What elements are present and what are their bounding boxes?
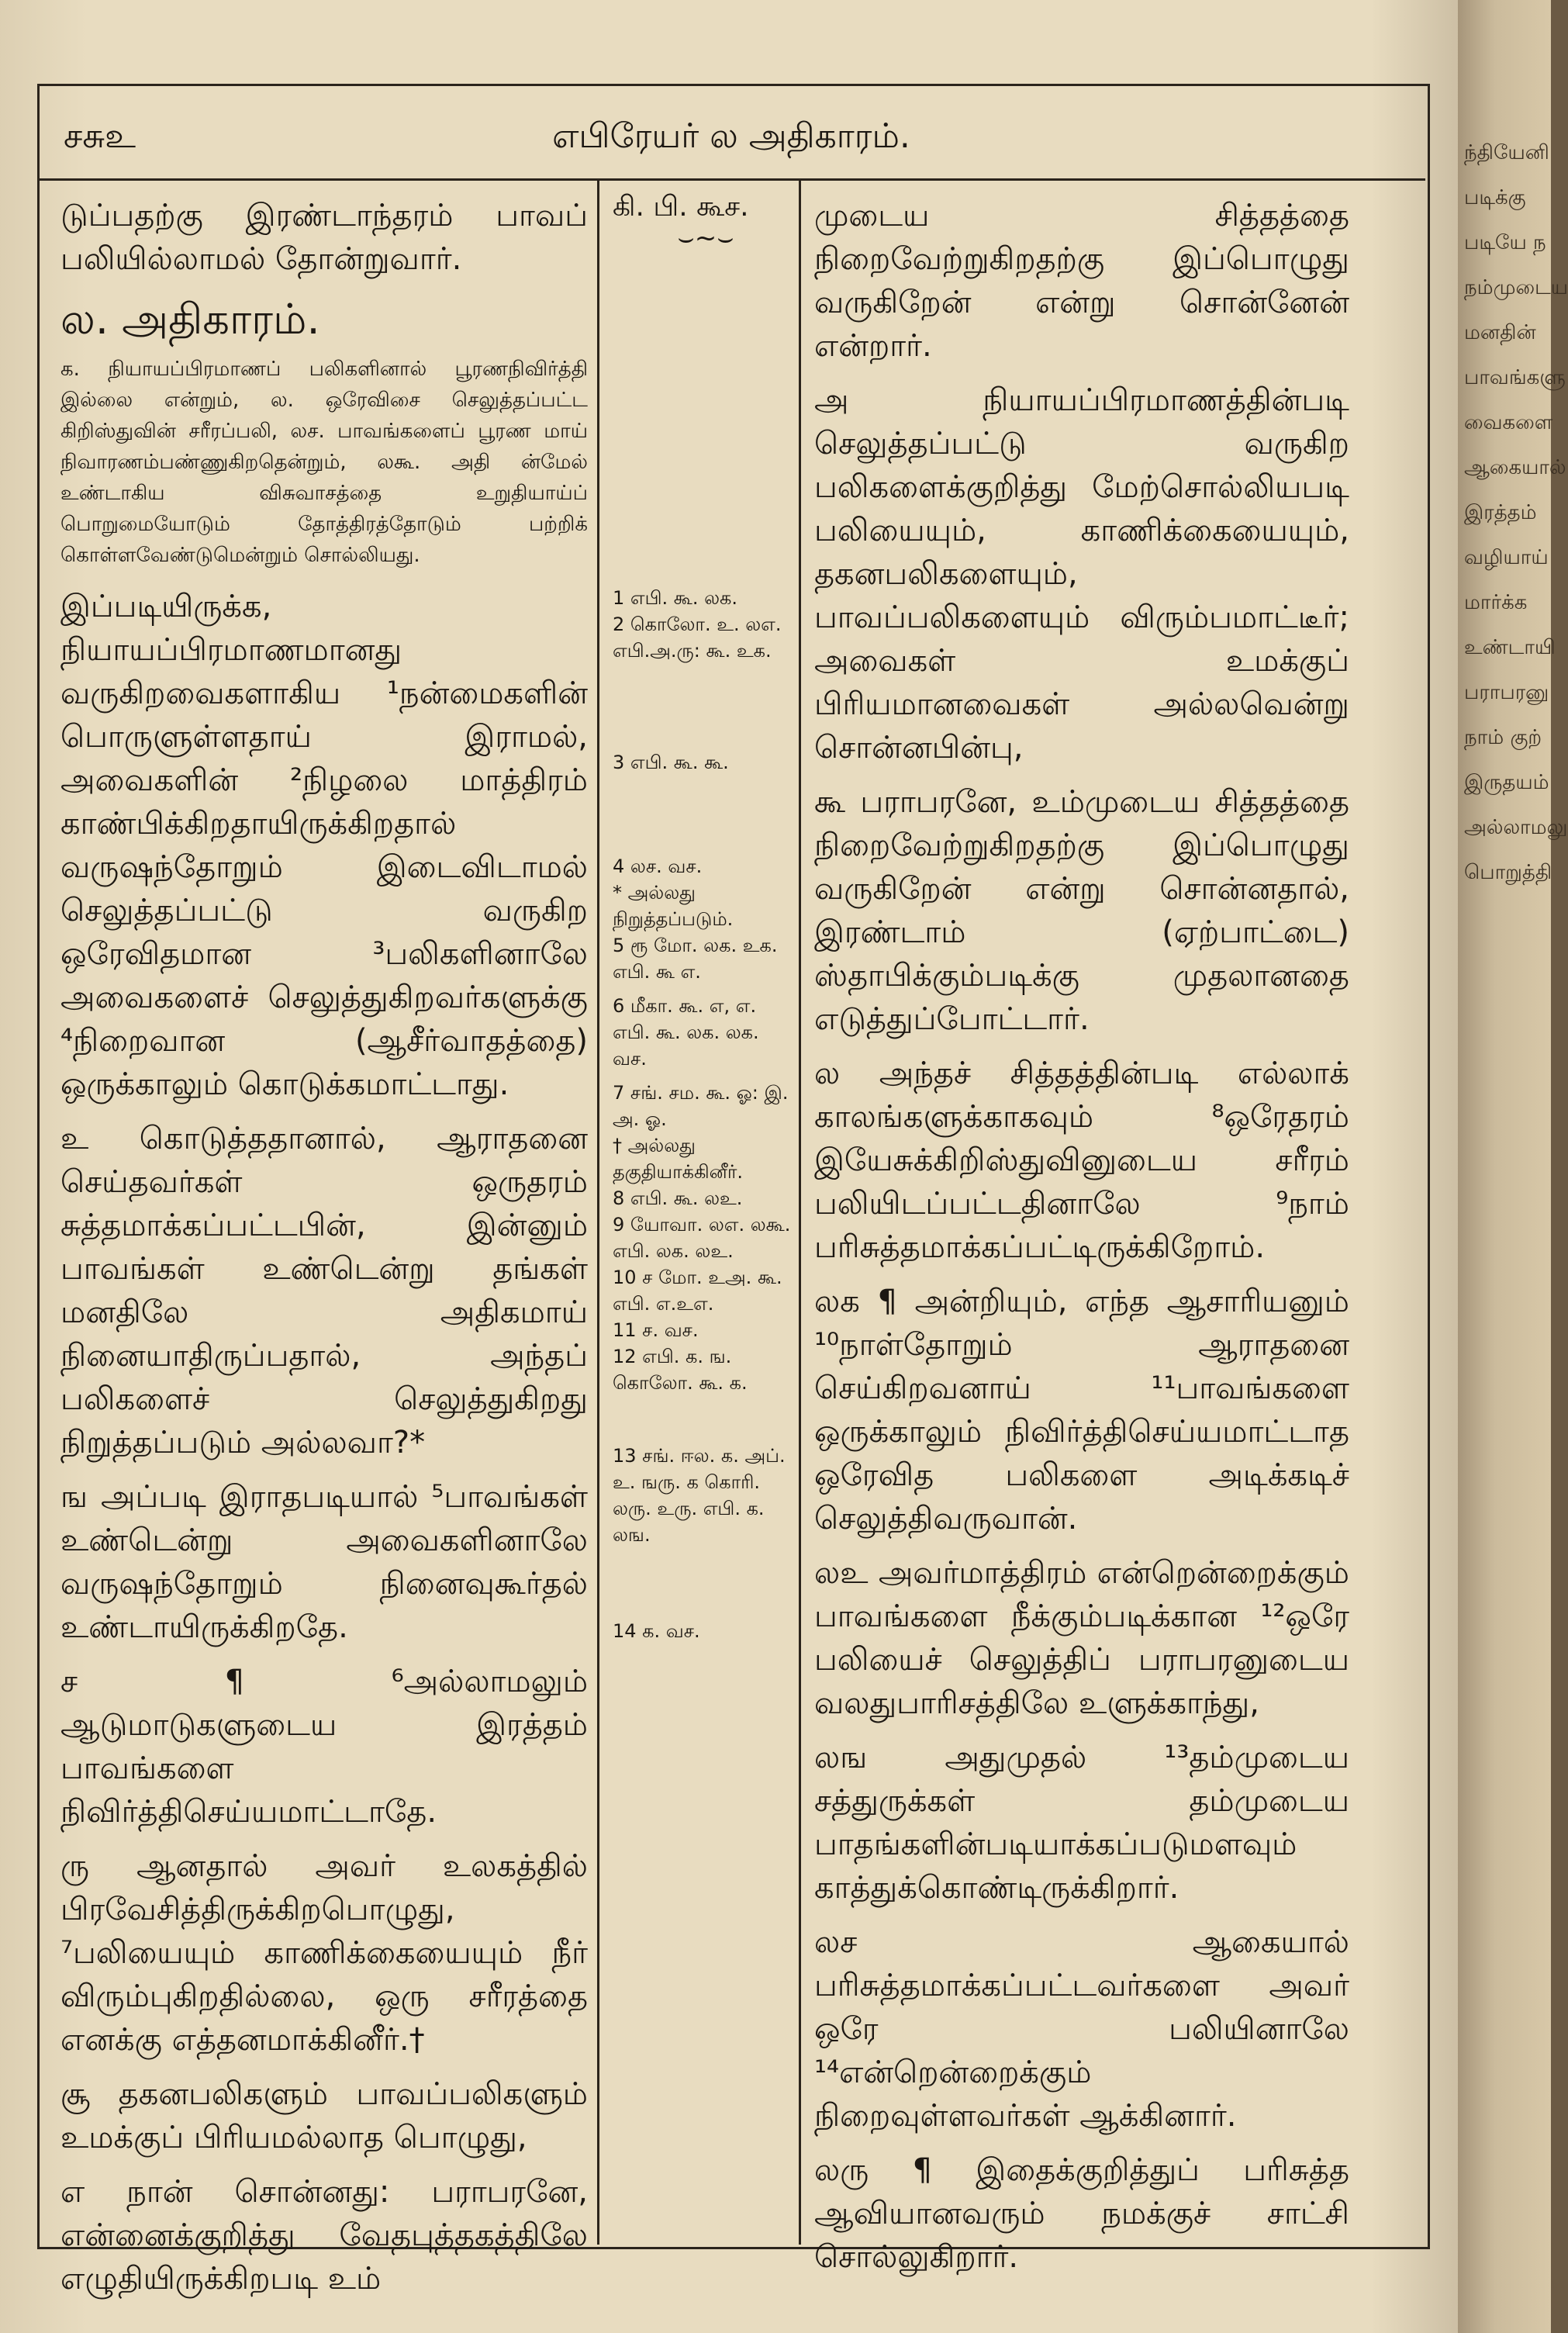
edge-line: வழியாய் [1464, 546, 1549, 569]
verse-4: ச ¶ ⁶அல்லாமலும் ஆடுமாடுகளுடைய இரத்தம் பாவங்களை நிவிர்த்திசெய்யமாட்டாதே. [60, 1664, 588, 1830]
verse-8: அ நியாயப்பிரமாணத்தின்படி செலுத்தப்பட்டு வருகிற பலிகளைக்குறித்து மேற்சொல்லியபடி பலியையும், காணிக்கையையும், தகனபலிகளையும், பாவப்பலிகளையும் விரும்பமாட்டீர்; அவைகள் உமக்குப் பிரியமானவைகள் அல்லவென்று சொன்னபின்பு, [814, 382, 1349, 766]
ref-9: 9 யோவா. லஎ. லகூ. எபி. லக. லஉ. [613, 1214, 791, 1262]
edge-line: பொறுத்தி [1464, 861, 1552, 884]
edge-line: இரத்தம் [1464, 501, 1537, 524]
edge-line: அல்லாமலு [1464, 816, 1568, 839]
ref-2: 2 கொலோ. உ. லஎ. எபி.அ.ரு: கூ. உக. [613, 613, 782, 662]
running-header [37, 101, 1425, 181]
edge-line: பராபரனு [1464, 681, 1549, 704]
ref-12: 12 எபி. க. ங. கொலோ. கூ. க. [613, 1346, 748, 1394]
ref-1: 1 எபி. கூ. லக. [613, 587, 738, 609]
ref-11: 11 ச. வச. [613, 1319, 699, 1341]
continued-verse: டுப்பதற்கு இரண்டாந்தரம் பாவப் பலியில்லாமல் தோன்றுவார். [60, 198, 588, 277]
verse-13: லங அதுமுதல் ¹³தம்முடைய சத்துருக்கள் தம்முடைய பாதங்களின்படியாக்கப்படுமளவும் காத்துக்கொண்டிருக்கிறார். [814, 1740, 1349, 1906]
edge-line: வைகளை [1464, 411, 1553, 434]
ref-8: 8 எபி. கூ. லஉ. [613, 1187, 743, 1209]
edge-line: உண்டாயி [1464, 636, 1556, 659]
ref-7-note: † அல்லது தகுதியாக்கினீர். [613, 1135, 744, 1183]
chapter-summary: க. நியாயப்பிரமாணப் பலிகளினால் பூரணநிவிர்த்தி இல்லை என்றும், ல. ஒரேவிசை செலுத்தப்பட்ட கிறிஸ்துவின் சரீரப்பலி, லச. பாவங்களைப் பூரண மாய் நிவாரணம்பண்ணுகிறதென்றும், லகூ. அதி ன்மேல் உண்டாகிய விசுவாசத்தை உறுதியாய்ப் பொறுமையோடும் தோத்திரத்தோடும் பற்றிக் கொள்ளவேண்டுமென்றும் சொல்லியது. [60, 358, 588, 567]
text-column-right [814, 194, 1349, 2290]
ref-4-note: * அல்லது நிறுத்தப்படும். [613, 882, 734, 930]
verse-7: எ நான் சொன்னது: பராபரனே, என்னைக்குறித்து வேதபுத்தகத்திலே எழுதியிருக்கிறபடி உம் [60, 2174, 588, 2297]
page-title: எபிரேயர் ல அதிகாரம். [552, 116, 910, 156]
ref-3: 3 எபி. கூ. கூ. [613, 752, 729, 773]
page-number: சசுஉ [64, 116, 136, 156]
ref-14: 14 க. வச. [613, 1620, 700, 1642]
edge-line: படியே ந [1464, 231, 1546, 254]
ref-4: 4 லச. வச. [613, 855, 703, 877]
edge-line: பாவங்களு [1464, 366, 1566, 389]
chapter-heading: ல. அதிகாரம். [60, 295, 320, 344]
verse-5: ரு ஆனதால் அவர் உலகத்தில் பிரவேசித்திருக்கிறபொழுது, ⁷பலியையும் காணிக்கையையும் நீர் விரும்புகிறதில்லை, ஒரு சரீரத்தை எனக்கு எத்தனமாக்கினீர்.† [60, 1848, 588, 2058]
ref-7: 7 சங். சம. கூ. ஓ: இ. அ. ஓ. [613, 1082, 789, 1130]
cross-reference-column [613, 191, 799, 1644]
verse-10: ல அந்தச் சித்தத்தின்படி எல்லாக் காலங்களுக்காகவும் ⁸ஒரேதரம் இயேசுக்கிறிஸ்துவினுடைய சரீரம் பலியிடப்பட்டதினாலே ⁹நாம் பரிசுத்தமாக்கப்பட்டிருக்கிறோம். [814, 1056, 1349, 1265]
ref-5: 5 ரூ மோ. லக. உக. எபி. கூ எ. [613, 935, 778, 983]
verse-12: லஉ அவர்மாத்திரம் என்றென்றைக்கும் பாவங்களை நீக்கும்படிக்கான ¹²ஒரே பலியைச் செலுத்திப் பராபரனுடைய வலதுபாரிசத்திலே உளுக்காந்து, [814, 1555, 1349, 1721]
verse-6: சூ தகனபலிகளும் பாவப்பலிகளும் உமக்குப் பிரியமல்லாத பொழுது, [60, 2076, 588, 2155]
text-column-left [60, 194, 588, 2311]
verse-1: இப்படியிருக்க, நியாயப்பிரமாணமானது வருகிறவைகளாகிய ¹நன்மைகளின் பொருளுள்ளதாய் இராமல், அவைகளின் ²நிழலை மாத்திரம் காண்பிக்கிறதாயிருக்கிறதால் வருஷந்தோறும் இடைவிடாமல் செலுத்தப்பட்டு வருகிற ஒரேவிதமான ³பலிகளினாலே அவைகளைச் செலுத்துகிறவர்களுக்கு ⁴நிறைவான (ஆசீர்வாதத்தை) ஒருக்காலும் கொடுக்கமாட்டாது. [60, 589, 588, 1102]
ref-6: 6 மீகா. கூ. எ, எ. எபி. கூ. லக. லக. வச. [613, 995, 759, 1070]
edge-line: ந்தியேனி [1464, 141, 1549, 164]
verse-15: லரு ¶ இதைக்குறித்துப் பரிசுத்த ஆவியானவரும் நமக்குச் சாட்சி சொல்லுகிறார். [814, 2152, 1349, 2275]
verse-9: கூ பராபரனே, உம்முடைய சித்தத்தை நிறைவேற்றுகிறதற்கு இப்பொழுது வருகிறேன் என்று சொன்னதால், இரண்டாம் (ஏற்பாட்டை) ஸ்தாபிக்கும்படிக்கு முதலானதை எடுத்துப்போட்டார். [814, 784, 1349, 1037]
ref-10: 10 ச மோ. உஅ. கூ. எபி. எ.உஎ. [613, 1267, 782, 1315]
verse-3: ங அப்படி இராதபடியால் ⁵பாவங்கள் உண்டென்று அவைகளினாலே வருஷந்தோறும் நினைவுகூர்தல் உண்டாயிருக்கிறதே. [60, 1479, 588, 1645]
facing-page-edge [1458, 0, 1568, 2333]
verse-7-cont: முடைய சித்தத்தை நிறைவேற்றுகிறதற்கு இப்பொழுது வருகிறேன் என்று சொன்னேன் என்றார். [814, 198, 1349, 364]
column-divider-right [799, 180, 801, 2245]
verse-14: லச ஆகையால் பரிசுத்தமாக்கப்பட்டவர்களை அவர் ஒரே பலியினாலே ¹⁴என்றென்றைக்கும் நிறைவுள்ளவர்கள் ஆக்கினார். [814, 1924, 1349, 2134]
edge-line: மனதின் [1464, 321, 1536, 344]
edge-line: படிக்கு [1464, 186, 1526, 209]
edge-line: ஆகையால் [1464, 456, 1566, 479]
column-divider-left [597, 180, 599, 2245]
edge-line: மார்க்க [1464, 591, 1528, 614]
ref-13: 13 சங். ஈல. க. அப். உ. ஙரு. க கொரி. லரு. உரு. எபி. க. லங. [613, 1445, 786, 1546]
edge-line: நம்முடைய [1464, 276, 1568, 299]
edge-line: இருதயம் [1464, 771, 1549, 794]
edge-line: நாம் குற் [1464, 726, 1542, 749]
year-heading: கி. பி. கூச. [613, 191, 749, 223]
verse-2: உ கொடுத்ததானால், ஆராதனை செய்தவர்கள் ஒருதரம் சுத்தமாக்கப்பட்டபின், இன்னும் பாவங்கள் உண்டென்று தங்கள் மனதிலே அதிகமாய் நினையாதிருப்பதால், அந்தப் பலிகளைச் செலுத்துகிறது நிறுத்தப்படும் அல்லவா?* [60, 1121, 588, 1460]
ornament: ⌣~⌣ [677, 223, 734, 254]
verse-11: லக ¶ அன்றியும், எந்த ஆசாரியனும் ¹⁰நாள்தோறும் ஆராதனை செய்கிறவனாய் ¹¹பாவங்களை ஒருக்காலும் நிவிர்த்திசெய்யமாட்டாத ஒரேவித பலிகளை அடிக்கடிச் செலுத்திவருவான். [814, 1284, 1349, 1536]
